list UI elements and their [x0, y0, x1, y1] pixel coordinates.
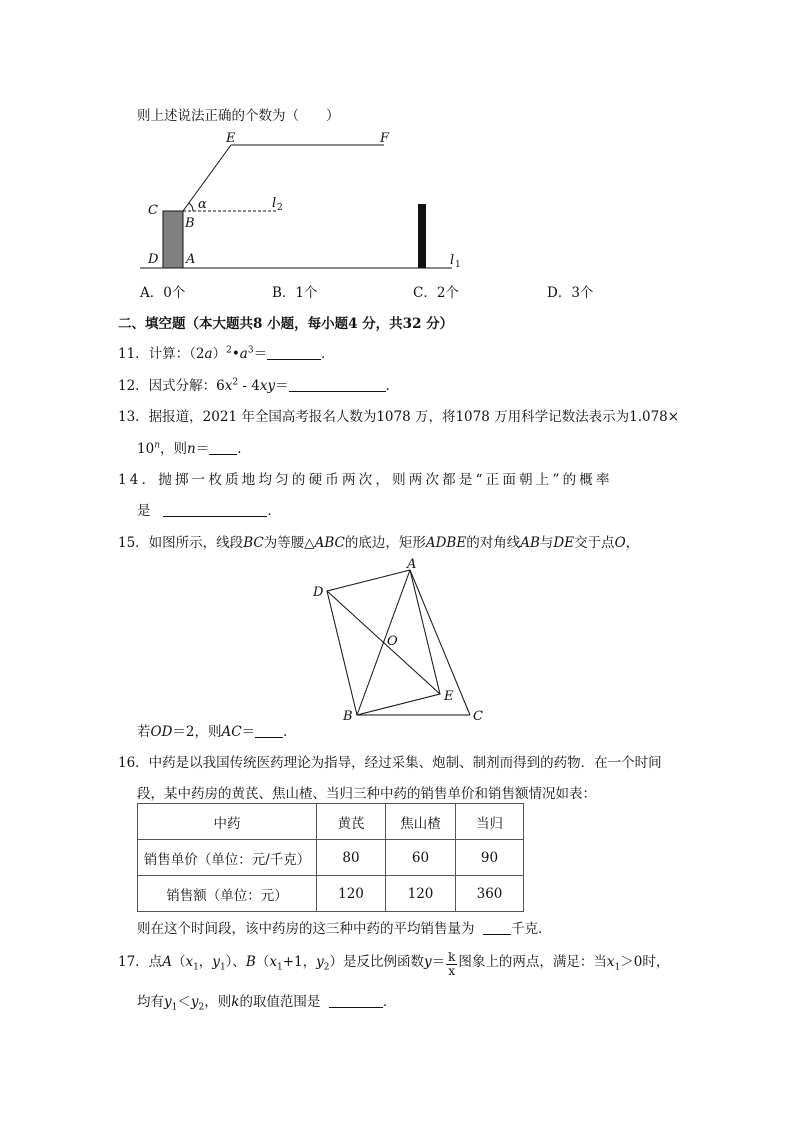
answer-blank-17 [329, 993, 383, 1008]
label-d: D [148, 252, 159, 267]
question-11: 11．计算：$(2a)^2•a^3=$ ． [118, 345, 335, 362]
question-14-line-1: 14．抛掷一枚质地均匀的硬币两次，则两次都是“正面朝上”的概率 [118, 472, 613, 488]
label-o: O [387, 634, 398, 649]
label-b: B [185, 216, 195, 231]
question-15-line-1: 15．如图所示，线段BC为等腰△ABC的底边，矩形ADBE的对角线AB与DE交于点O， [118, 535, 640, 551]
label-f: F [380, 131, 390, 146]
label-l1-sub: 1 [455, 260, 461, 270]
fraction-k-over-x: $\frac{k}{x}$ [448, 950, 456, 978]
question-16-line-2: 段，某中药房的黄芪、焦山楂、当归三种中药的销售单价和销售额情况如表： [137, 786, 596, 802]
diagonal-de [327, 591, 440, 694]
label-l2: l [272, 196, 277, 211]
table-cell: 120 [386, 876, 456, 912]
q10-tail: 则上述说法正确的个数为（ ） [137, 108, 340, 124]
label-b2: B [343, 709, 353, 724]
label-c: C [148, 203, 158, 218]
sales-table [137, 803, 524, 912]
table-row [138, 876, 524, 912]
option-b: B．1个 [272, 285, 318, 301]
label-e: E [226, 131, 236, 146]
table-cell: 销售额（单位：元） [138, 876, 317, 912]
option-a: A．0个 [140, 285, 186, 301]
table-header: 黄芪 [317, 804, 386, 840]
label-l1: l [450, 253, 455, 268]
label-l2-sub: 2 [277, 203, 283, 213]
table-row [138, 840, 524, 876]
question-15-line-2: 若OD＝2，则AC＝ ． [137, 724, 297, 740]
question-13-line-2: 10$^n$，则n＝ ． [137, 440, 251, 457]
question-16-tail: 则在这个时间段，该中药房的这三种中药的平均销售量为 千克． [137, 921, 552, 937]
answer-blank-16 [483, 920, 511, 935]
question-12: 12．因式分解：$6x^2 - 4xy=$ ． [118, 377, 400, 394]
label-d2: D [313, 585, 324, 600]
question-17-line-2: 均有$y_1<y_2$，则k的取值范围是 ． [137, 994, 397, 1013]
table-cell: 80 [317, 840, 386, 876]
table-header: 焦山楂 [386, 804, 456, 840]
label-a: A [186, 252, 196, 267]
table-cell: 销售单价（单位：元/千克） [138, 840, 317, 876]
question-16-line-1: 16．中药是以我国传统医药理论为指导，经过采集、炮制、制剂而得到的药物．在一个时间 [118, 755, 662, 771]
table-cell: 90 [456, 840, 524, 876]
table-cell: 120 [317, 876, 386, 912]
table-header: 中药 [138, 804, 317, 840]
question-13-line-1: 13．据报道，2021 年全国高考报名人数为1078 万，将1078 万用科学记数法表示为1.078× [118, 409, 680, 425]
table-header-row [138, 804, 524, 840]
table-cell: 360 [456, 876, 524, 912]
label-a2: A [407, 557, 417, 572]
option-c: C．2个 [413, 285, 459, 301]
label-c2: C [473, 709, 483, 724]
answer-blank-15 [255, 723, 283, 738]
option-d: D．3个 [547, 285, 594, 301]
table-header: 当归 [456, 804, 524, 840]
label-alpha: α [198, 197, 207, 212]
question-14-line-2: 是 ． [137, 503, 281, 519]
label-e2: E [444, 689, 454, 704]
table-cell: 60 [386, 840, 456, 876]
section-2-title: 二、填空题（本大题共8 小题，每小题4 分，共32 分） [118, 316, 454, 332]
question-17-line-1: 17．点$A(x_1$，$y_1$）、$B(x_1+1$，$y_2$）是反比例函数y＝ $\frac{k}{x}$ 图象上的两点，满足：当$x_1>0$时， [118, 950, 670, 978]
